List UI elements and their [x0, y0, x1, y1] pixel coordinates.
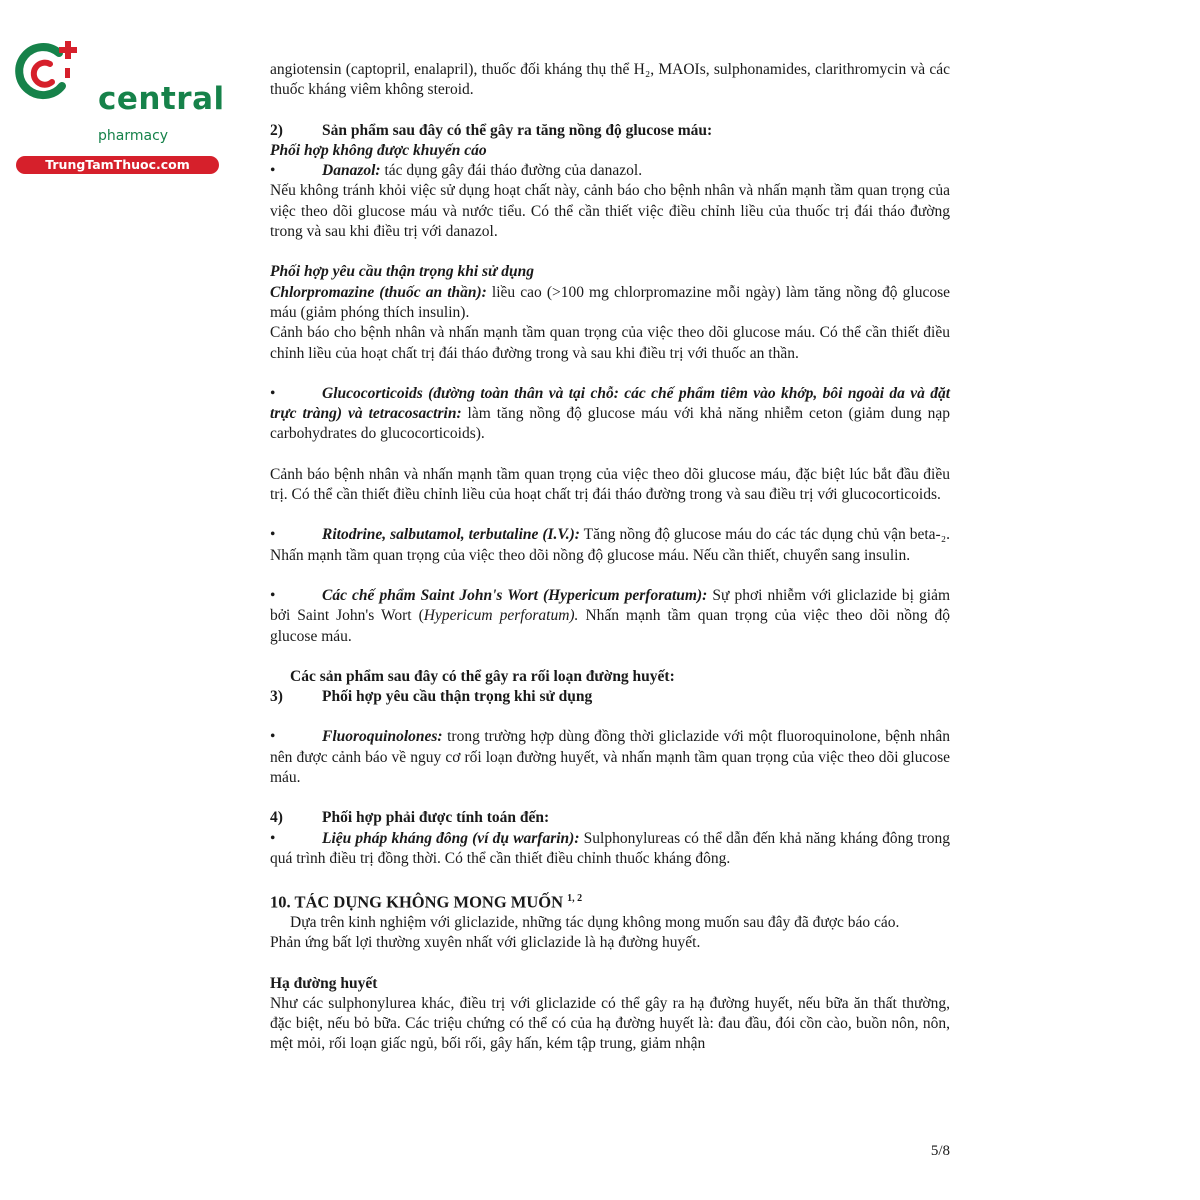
- paragraph: Dựa trên kinh nghiệm với gliclazide, những tác dụng không mong muốn sau đây đã được báo cáo.: [290, 914, 900, 931]
- bullet-text: Tăng nồng độ glucose máu do các tác dụng chủ vận beta-₂. Nhấn mạnh tầm quan trọng của việc theo dõi nồng độ glucose máu. Nếu cần thiết, chuyển sang insulin.: [270, 526, 950, 564]
- paragraph: Cảnh báo bệnh nhân và nhấn mạnh tầm quan trọng của việc theo dõi glucose máu, đặc biệt lúc bắt đầu điều trị. Có thể cần thiết điều chỉnh liều của hoạt chất trị đái tháo đường trong và sau điều trị với glucocorticoids.: [270, 465, 950, 504]
- bullet-icon: •: [270, 829, 276, 847]
- bullet-item: [270, 161, 950, 181]
- subheading: Hạ đường huyết: [270, 974, 378, 992]
- term-text: liều cao (>100 mg chlorpromazine mỗi ngày) làm tăng nồng độ glucose máu (giảm phóng thích insulin).: [270, 283, 950, 321]
- paragraph: Nếu không tránh khỏi việc sử dụng hoạt chất này, cảnh báo cho bệnh nhân và nhấn mạnh tầm quan trọng của việc theo dõi glucose máu và nước tiểu. Có thể cần thiết việc điều chỉnh liều của thuốc trị đái tháo đường trong và sau khi điều trị với danazol.: [270, 182, 950, 241]
- section-3-heading: [270, 687, 950, 707]
- section-2-heading: [270, 121, 950, 141]
- bullet-text: Sự phơi nhiễm với gliclazide bị giảm bởi Saint John's Wort (: [270, 586, 951, 625]
- bullet-text: làm tăng nồng độ glucose máu với khả năng nhiễm ceton (giảm dung nạp carbohydrates do glucocorticoids).: [270, 405, 950, 443]
- bullet-label: Các chế phẩm Saint John's Wort (Hypericum perforatum):: [322, 586, 708, 604]
- bullet-icon: •: [270, 526, 276, 544]
- bullet-item: [270, 829, 950, 870]
- section-number: 4): [270, 809, 283, 827]
- bullet-item: [270, 586, 950, 647]
- brand-logo: [10, 38, 225, 172]
- bullet-icon: •: [270, 586, 276, 604]
- section-title: Phối hợp phải được tính toán đến:: [322, 809, 550, 827]
- subheading: Phối hợp không được khuyến cáo: [270, 141, 487, 159]
- bullet-label: Fluoroquinolones:: [322, 728, 443, 746]
- bullet-text: tác dụng gây đái tháo đường của danazol.: [380, 162, 643, 180]
- paragraph: Phản ứng bất lợi thường xuyên nhất với gliclazide là hạ đường huyết.: [270, 934, 701, 952]
- section-number: 3): [270, 688, 283, 706]
- bullet-label: Liệu pháp kháng đông (ví dụ warfarin):: [322, 829, 580, 847]
- reference-superscript: 1, 2: [567, 893, 583, 905]
- logo-url-badge[interactable]: TrungTamThuoc.com: [16, 156, 219, 174]
- logo-name: central: [98, 81, 225, 117]
- subheading: Phối hợp yêu cầu thận trọng khi sử dụng: [270, 263, 534, 281]
- bullet-icon: •: [270, 728, 276, 746]
- bullet-text: Sulphonylureas có thể dẫn đến khả năng kháng đông trong quá trình điều trị đồng thời. Có thể cần thiết điều chỉnh thuốc kháng đông.: [270, 829, 950, 867]
- bullet-item: [270, 525, 950, 566]
- central-pharmacy-logo-icon: [10, 38, 80, 108]
- bullet-item: [270, 384, 950, 445]
- section-title: Phối hợp yêu cầu thận trọng khi sử dụng: [322, 688, 593, 706]
- bullet-label: Ritodrine, salbutamol, terbutaline (I.V.):: [322, 526, 580, 544]
- bullet-icon: •: [270, 162, 276, 180]
- page-number: 5/8: [930, 1143, 950, 1159]
- section-heading: Các sản phẩm sau đây có thể gây ra rối loạn đường huyết:: [290, 667, 675, 685]
- paragraph: Cảnh báo cho bệnh nhân và nhấn mạnh tầm quan trọng của việc theo dõi glucose máu. Có thể cần thiết điều chỉnh liều của hoạt chất trị đái tháo đường trong và sau khi điều trị với thuốc an thần.: [270, 324, 950, 362]
- section-4-heading: [270, 808, 950, 828]
- bullet-item: [270, 727, 950, 788]
- document-page: [270, 60, 950, 1055]
- paragraph: angiotensin (captopril, enalapril), thuốc đối kháng thụ thể H₂, MAOIs, sulphonamides, clarithromycin và các thuốc kháng viêm không steroid.: [270, 61, 950, 99]
- bullet-italic: Hypericum perforatum).: [423, 607, 579, 625]
- bullet-text: Nhấn mạnh tầm quan trọng của việc theo dõi nồng độ glucose máu.: [270, 607, 950, 645]
- section-10-heading: [270, 889, 950, 913]
- section-title: Sản phẩm sau đây có thể gây ra tăng nồng độ glucose máu:: [322, 121, 713, 139]
- term-label: Chlorpromazine (thuốc an thần):: [270, 283, 487, 301]
- bullet-label: Danazol:: [322, 162, 381, 180]
- paragraph: Như các sulphonylurea khác, điều trị với gliclazide có thể gây ra hạ đường huyết, nếu bữa ăn thất thường, đặc biệt, nếu bỏ bữa. Các triệu chứng có thể có của hạ đường huyết là: đau đầu, đói cồn cào, buồn nôn, nôn, mệt mỏi, rối loạn giấc ngủ, bối rối, gây hấn, kém tập trung, giảm nhận: [270, 994, 950, 1053]
- logo-subtitle: pharmacy: [98, 128, 169, 144]
- bullet-text: trong trường hợp dùng đồng thời gliclazide với một fluoroquinolone, bệnh nhân nên được cảnh báo về nguy cơ rối loạn đường huyết, và nhấn mạnh tầm quan trọng của việc theo dõi glucose máu.: [270, 728, 950, 787]
- paragraph: [270, 283, 950, 324]
- bullet-icon: •: [270, 384, 276, 402]
- section-title: 10. TÁC DỤNG KHÔNG MONG MUỐN: [270, 892, 564, 912]
- bullet-label: Glucocorticoids (đường toàn thân và tại chỗ: các chế phẩm tiêm vào khớp, bôi ngoài da và đặt trực tràng) và tetracosactrin:: [270, 384, 950, 423]
- section-number: 2): [270, 121, 283, 139]
